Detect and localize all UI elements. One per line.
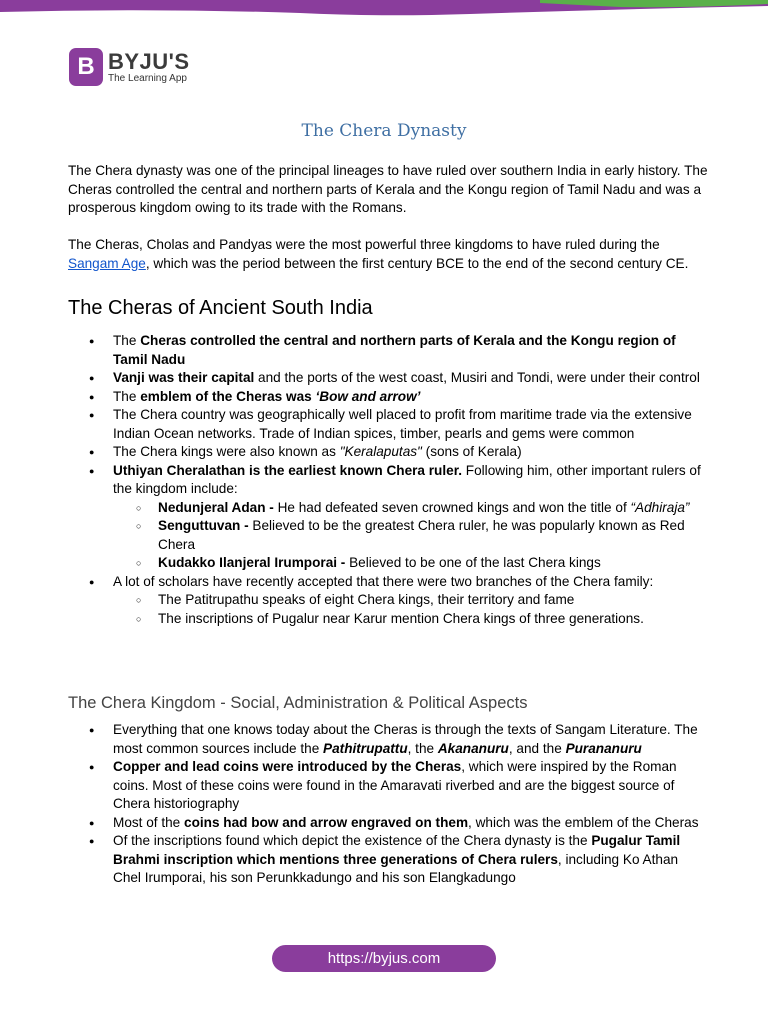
item-text: (sons of Kerala) (421, 444, 522, 459)
top-decorative-band (0, 0, 768, 20)
item-text: , including Ko Athan Chel Irumporai, his son Perunkkadungo and his son Elangkadungo (113, 851, 679, 885)
item-text: Of the inscriptions found which depict the existence of the Chera dynasty is the (113, 833, 592, 848)
item-bold-italic: ‘Bow and arrow’ (315, 388, 421, 404)
list-item (68, 443, 708, 462)
item-italic: “Adhiraja” (630, 499, 690, 515)
item-text: The Chera country was geographically well placed to profit from maritime trade via the extensive Indian Ocean networks. Trade of Indian spices, timber, pearls and gems were common (113, 407, 692, 441)
item-bold: Uthiyan Cheralathan is the earliest known Chera ruler. (113, 462, 463, 478)
sublist-item (113, 517, 708, 554)
item-text: , which was the emblem of the Cheras (468, 814, 699, 830)
item-bold: emblem of the Cheras was (140, 388, 316, 404)
website-url-button[interactable] (272, 945, 496, 972)
item-text: The (113, 388, 141, 404)
item-text: The Chera kings were also known as (113, 444, 340, 459)
item-text: , which were inspired by the Roman coins. Most of these coins were found in the Amaravati riverbed and are the biggest source of Chera historiography (113, 759, 677, 811)
item-italic: "Keralaputas" (339, 444, 422, 459)
byjus-logo[interactable] (69, 46, 190, 88)
item-bold-italic: Pathitrupattu (323, 740, 408, 756)
item-text: Believed to be the greatest Chera ruler, he was popularly known as Red Chera (158, 518, 685, 552)
list-item (68, 814, 708, 833)
sublist-item (113, 554, 708, 573)
list-item (68, 332, 708, 369)
intro-paragraph-1: The Chera dynasty was one of the principal lineages to have ruled over southern India in early history. The Cheras controlled the central and northern parts of Kerala and the Kongu region of Tamil Nadu and was a prosperous kingdom owing to its trade with the Romans. (68, 163, 708, 216)
item-bold: Nedunjeral Adan - (158, 499, 274, 515)
item-text: and the ports of the west coast, Musiri and Tondi, were under their control (254, 370, 700, 385)
sublist-item: ○ The inscriptions of Pugalur near Karur mention Chera kings of three generations. (113, 610, 708, 629)
sangam-age-link[interactable]: Sangam Age (68, 255, 146, 271)
item-text: Believed to be one of the last Chera kings (345, 555, 601, 570)
item-text: A lot of scholars have recently accepted that there were two branches of the Chera family: (113, 573, 654, 589)
item-bold: Copper and lead coins were introduced by the Cheras (113, 759, 462, 774)
sublist-item: ○ The Patitrupathu speaks of eight Chera kings, their territory and fame (113, 591, 708, 610)
item-bold: Vanji was their capital (113, 370, 255, 385)
list-item (68, 573, 708, 629)
section1-list (68, 332, 708, 628)
item-bold-italic: Purananuru (565, 740, 642, 756)
item-bold: Cheras controlled the central and northern parts of Kerala and the Kongu region of Tamil Nadu (113, 333, 676, 367)
item-bold: Senguttuvan - (158, 518, 249, 533)
logo-name: BYJU'S (108, 48, 190, 74)
page-title: The Chera Dynasty (301, 121, 467, 141)
section2-heading: The Chera Kingdom - Social, Administration & Political Aspects (68, 694, 528, 712)
logo-mark-icon: B (69, 48, 103, 86)
list-item (68, 832, 708, 888)
item-text: He had defeated seven crowned kings and won the title of (273, 499, 631, 515)
rulers-sublist (113, 499, 708, 573)
list-item (68, 406, 708, 443)
item-text: , and the (508, 740, 566, 756)
list-item (68, 462, 708, 573)
website-url: https://byjus.com (327, 950, 441, 967)
branches-sublist (113, 591, 708, 628)
item-bold: Pugalur Tamil Brahmi inscription which mentions three generations of Chera rulers (113, 833, 681, 867)
logo-text (108, 48, 190, 84)
intro-p2-after: , which was the period between the first century BCE to the end of the second century CE. (145, 255, 689, 271)
item-bold-italic: Akananuru (437, 740, 509, 756)
list-item (68, 369, 708, 388)
item-text: The (113, 333, 141, 348)
item-text: Everything that one knows today about the Cheras is through the texts of Sangam Literature. The most common sources include the (113, 722, 698, 756)
intro-paragraph-2 (68, 236, 708, 273)
list-item (68, 721, 708, 758)
item-bold: coins had bow and arrow engraved on them (184, 814, 469, 830)
sublist-item (113, 499, 708, 518)
item-text: Most of the (113, 814, 185, 830)
item-text: , the (407, 740, 438, 756)
item-bold: Kudakko Ilanjeral Irumporai - (158, 555, 346, 570)
list-item (68, 758, 708, 814)
logo-tagline: The Learning App (108, 72, 187, 84)
item-text: Following him, other important rulers of the kingdom include: (113, 462, 701, 496)
section1-heading: The Cheras of Ancient South India (68, 297, 373, 319)
section2-list (68, 721, 708, 888)
intro-p2-before: The Cheras, Cholas and Pandyas were the most powerful three kingdoms to have ruled during the (68, 237, 660, 252)
list-item (68, 388, 708, 407)
